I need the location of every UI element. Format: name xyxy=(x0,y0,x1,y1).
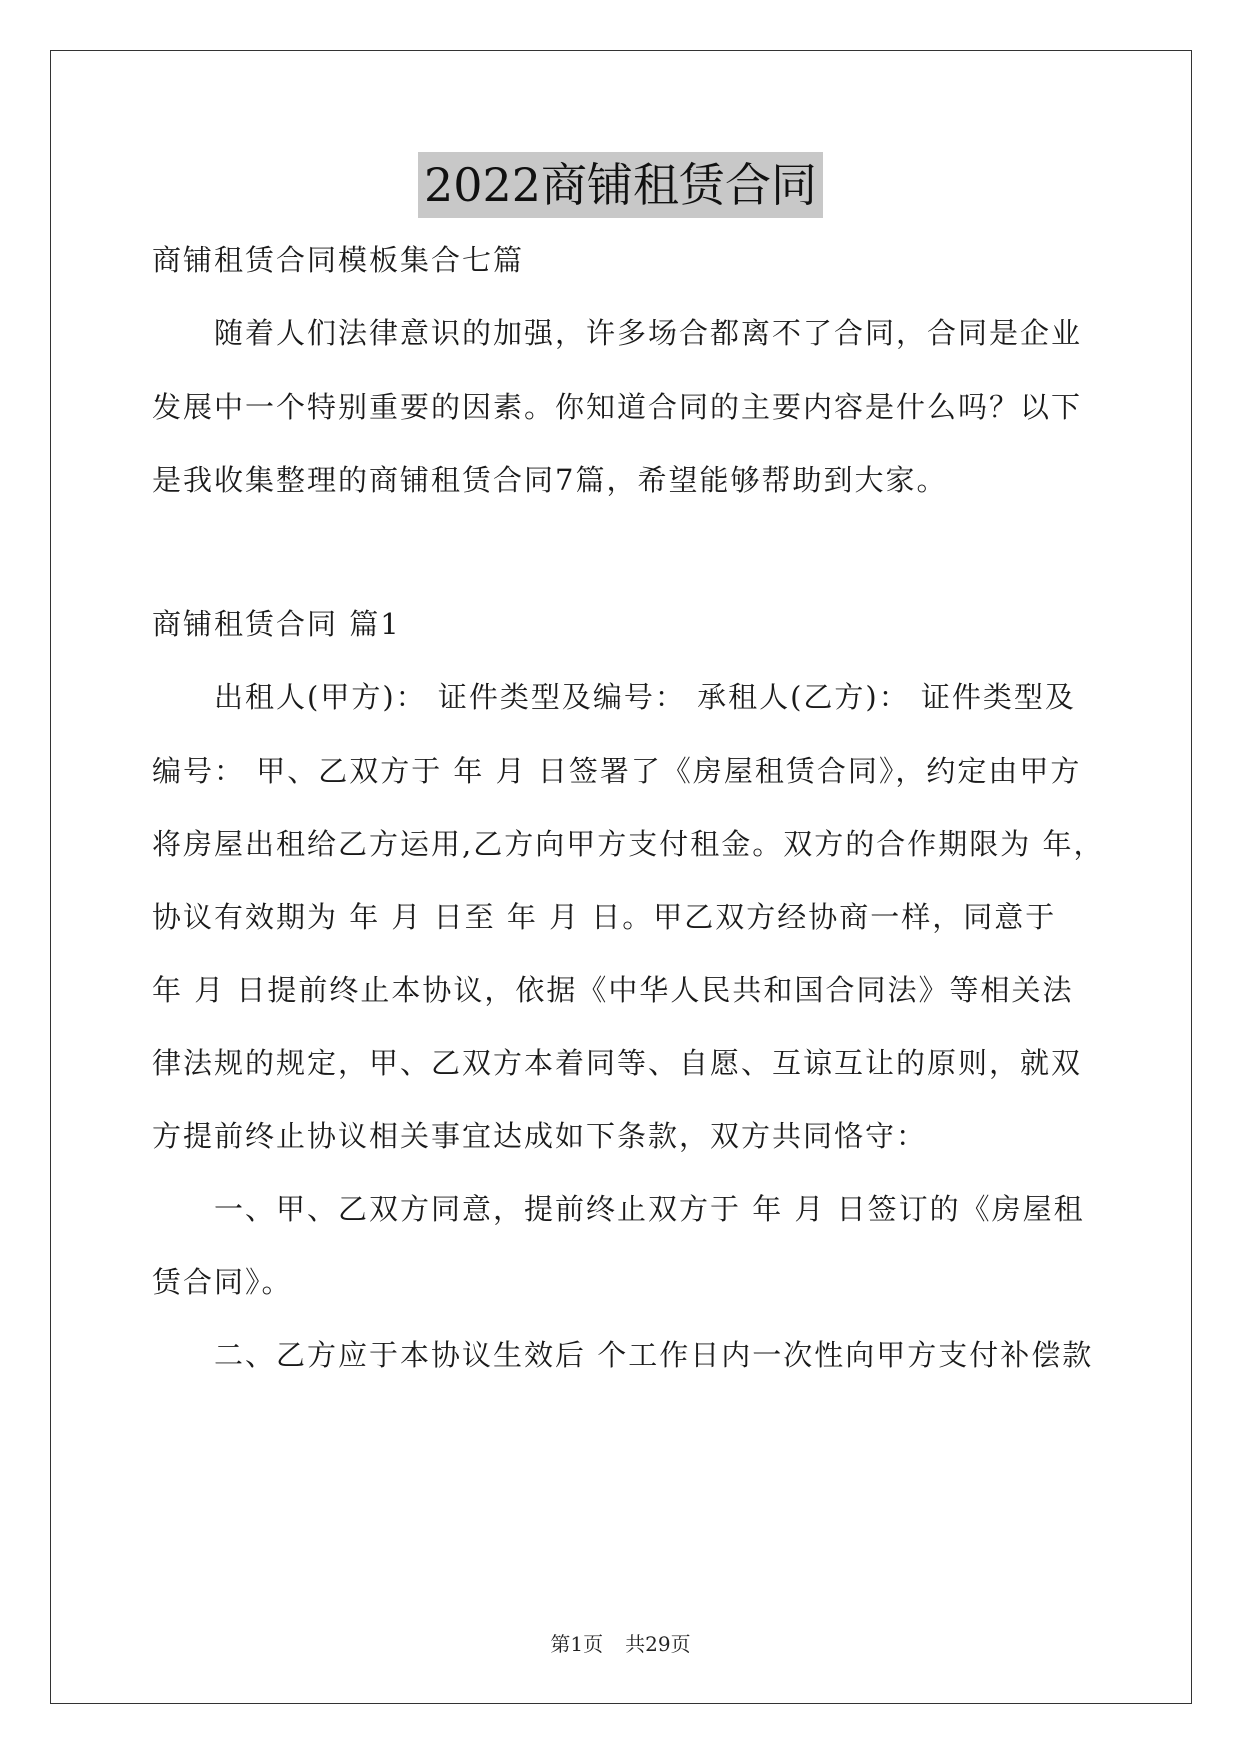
document-title: 2022商铺租赁合同 xyxy=(418,152,823,218)
body-line-4: 协议有效期为 年 月 日至 年 月 日。甲乙双方经协商一样，同意于 xyxy=(152,900,1057,934)
body-line-1: 出租人(甲方)： 证件类型及编号： 承租人(乙方)： 证件类型及 xyxy=(214,680,1076,714)
clause-2-line-1: 二、乙方应于本协议生效后 个工作日内一次性向甲方支付补偿款 xyxy=(214,1338,1094,1372)
body-line-5: 年 月 日提前终止本协议，依据《中华人民共和国合同法》等相关法 xyxy=(152,973,1074,1007)
clause-1-line-1: 一、甲、乙双方同意，提前终止双方于 年 月 日签订的《房屋租 xyxy=(214,1192,1085,1226)
page-border xyxy=(50,50,1192,1704)
body-line-2: 编号： 甲、乙双方于 年 月 日签署了《房屋租赁合同》，约定由甲方 xyxy=(152,754,1082,788)
body-line-6: 律法规的规定，甲、乙双方本着同等、自愿、互谅互让的原则，就双 xyxy=(152,1046,1083,1080)
intro-line-1: 随着人们法律意识的加强，许多场合都离不了合同，合同是企业 xyxy=(214,316,1083,350)
intro-line-3: 是我收集整理的商铺租赁合同7篇，希望能够帮助到大家。 xyxy=(152,463,948,497)
page-footer xyxy=(0,1628,1241,1657)
clause-1-line-2: 赁合同》。 xyxy=(152,1265,293,1299)
page-total: 共29页 xyxy=(625,1632,691,1656)
title-container xyxy=(0,152,1241,218)
section-heading: 商铺租赁合同 篇1 xyxy=(152,607,401,641)
body-line-3: 将房屋出租给乙方运用,乙方向甲方支付租金。双方的合作期限为 年， xyxy=(152,827,1105,861)
page-number: 第1页 xyxy=(550,1632,604,1656)
subtitle: 商铺租赁合同模板集合七篇 xyxy=(152,243,525,277)
body-line-7: 方提前终止协议相关事宜达成如下条款，双方共同恪守： xyxy=(152,1119,928,1153)
intro-line-2: 发展中一个特别重要的因素。你知道合同的主要内容是什么吗？以下 xyxy=(152,390,1083,424)
